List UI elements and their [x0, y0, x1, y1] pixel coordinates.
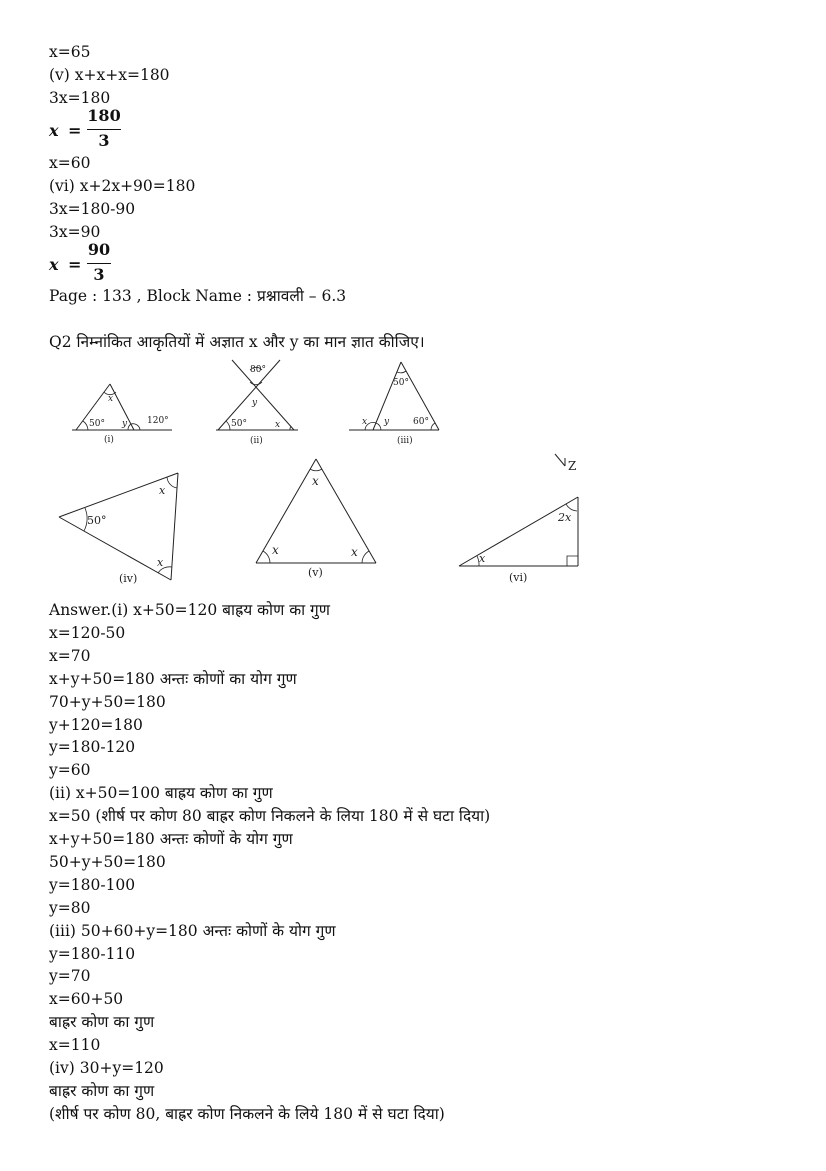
answer-line: x=60+50 — [49, 990, 124, 1008]
answer-line: y=60 — [49, 761, 91, 779]
text-line: 3x=180 — [49, 89, 111, 107]
label-x: x — [108, 394, 114, 404]
fraction-denominator: 3 — [93, 265, 105, 284]
label-y: y — [252, 398, 258, 408]
figure-caption: (iv) — [119, 572, 138, 585]
answer-line: बाह्रर कोण का गुण — [49, 1013, 155, 1031]
answer-line: x=70 — [49, 647, 91, 665]
question-text: Q2 निम्नांकित आकृतियों में अज्ञात x और y का मान ज्ञात कीजिए। — [49, 333, 425, 351]
answer-line: y=180-120 — [49, 738, 136, 756]
label-x-bottom: x — [157, 556, 164, 569]
text-line: x=60 — [49, 154, 91, 172]
text-line: (vi) x+2x+90=180 — [49, 177, 196, 195]
fraction-variable: x — [49, 121, 59, 140]
label-angle-a: 50° — [87, 514, 107, 527]
fraction-equals: = — [68, 121, 82, 140]
label-x: x — [362, 417, 368, 427]
figure-iv — [55, 468, 185, 590]
label-y: y — [122, 419, 128, 429]
answer-line: (iv) 30+y=120 — [49, 1059, 164, 1077]
fraction-denominator: 3 — [98, 131, 110, 150]
answer-line: x=120-50 — [49, 624, 126, 642]
label-x-top: x — [312, 474, 319, 488]
label-x-top: x — [159, 484, 166, 497]
figure-caption: (i) — [104, 435, 114, 445]
answer-line: y=180-110 — [49, 945, 136, 963]
label-top-angle: 80° — [250, 365, 266, 375]
answer-line: y=80 — [49, 899, 91, 917]
figure-v — [252, 455, 382, 585]
answer-line: (शीर्ष पर कोण 80, बाह्रर कोण निकलने के लिये 180 में से घटा दिया) — [49, 1105, 445, 1123]
label-angle-b: 60° — [413, 417, 429, 427]
answer-line: (ii) x+50=100 बाह्रय कोण का गुण — [49, 784, 273, 802]
answer-line: y=180-100 — [49, 876, 136, 894]
fraction-variable: x — [49, 255, 59, 274]
answer-line: y+120=180 — [49, 716, 143, 734]
label-x-left: x — [272, 543, 279, 557]
answer-line: Answer.(i) x+50=120 बाह्रय कोण का गुण — [49, 601, 330, 619]
figure-i — [70, 378, 174, 448]
label-angle-ext: 120° — [147, 416, 169, 426]
answer-line: x+y+50=180 अन्तः कोणों का योग गुण — [49, 670, 297, 688]
answer-line: 70+y+50=180 — [49, 693, 166, 711]
answer-line: x=50 (शीर्ष पर कोण 80 बाह्रर कोण निकलने के लिया 180 में से घटा दिया) — [49, 807, 491, 825]
figure-caption: (iii) — [397, 436, 413, 446]
label-z: Z — [568, 459, 577, 473]
figure-vi — [455, 450, 585, 588]
answer-line: बाह्रर कोण का गुण — [49, 1082, 155, 1100]
fraction-equation — [49, 106, 129, 152]
figure-caption: (v) — [308, 566, 323, 579]
label-x: x — [479, 552, 486, 565]
label-x-right: x — [351, 545, 358, 559]
fraction-equals: = — [68, 255, 82, 274]
label-2x: 2x — [558, 511, 572, 524]
figure-caption: (vi) — [509, 571, 528, 584]
fraction-equation — [49, 240, 129, 286]
label-y: y — [384, 417, 390, 427]
answer-line: x+y+50=180 अन्तः कोणों के योग गुण — [49, 830, 293, 848]
figure-iii — [345, 358, 445, 448]
text-line: x=65 — [49, 43, 91, 61]
label-angle-a: 50° — [231, 419, 247, 429]
answer-line: (iii) 50+60+y=180 अन्तः कोणों के योग गुण — [49, 922, 336, 940]
fraction-numerator: 180 — [87, 106, 121, 125]
answer-line: y=70 — [49, 967, 91, 985]
label-angle-a: 50° — [89, 419, 105, 429]
figure-ii — [212, 358, 304, 448]
answer-line: x=110 — [49, 1036, 101, 1054]
label-top-angle: 50° — [393, 378, 409, 388]
figure-caption: (ii) — [250, 436, 263, 446]
text-line: (v) x+x+x=180 — [49, 66, 170, 84]
fraction-numerator: 90 — [87, 240, 111, 259]
label-x: x — [275, 420, 281, 430]
text-line: 3x=180-90 — [49, 200, 136, 218]
block-name-line: Page : 133 , Block Name : प्रश्नावली – 6.3 — [49, 287, 347, 305]
answer-line: 50+y+50=180 — [49, 853, 166, 871]
text-line: 3x=90 — [49, 223, 101, 241]
